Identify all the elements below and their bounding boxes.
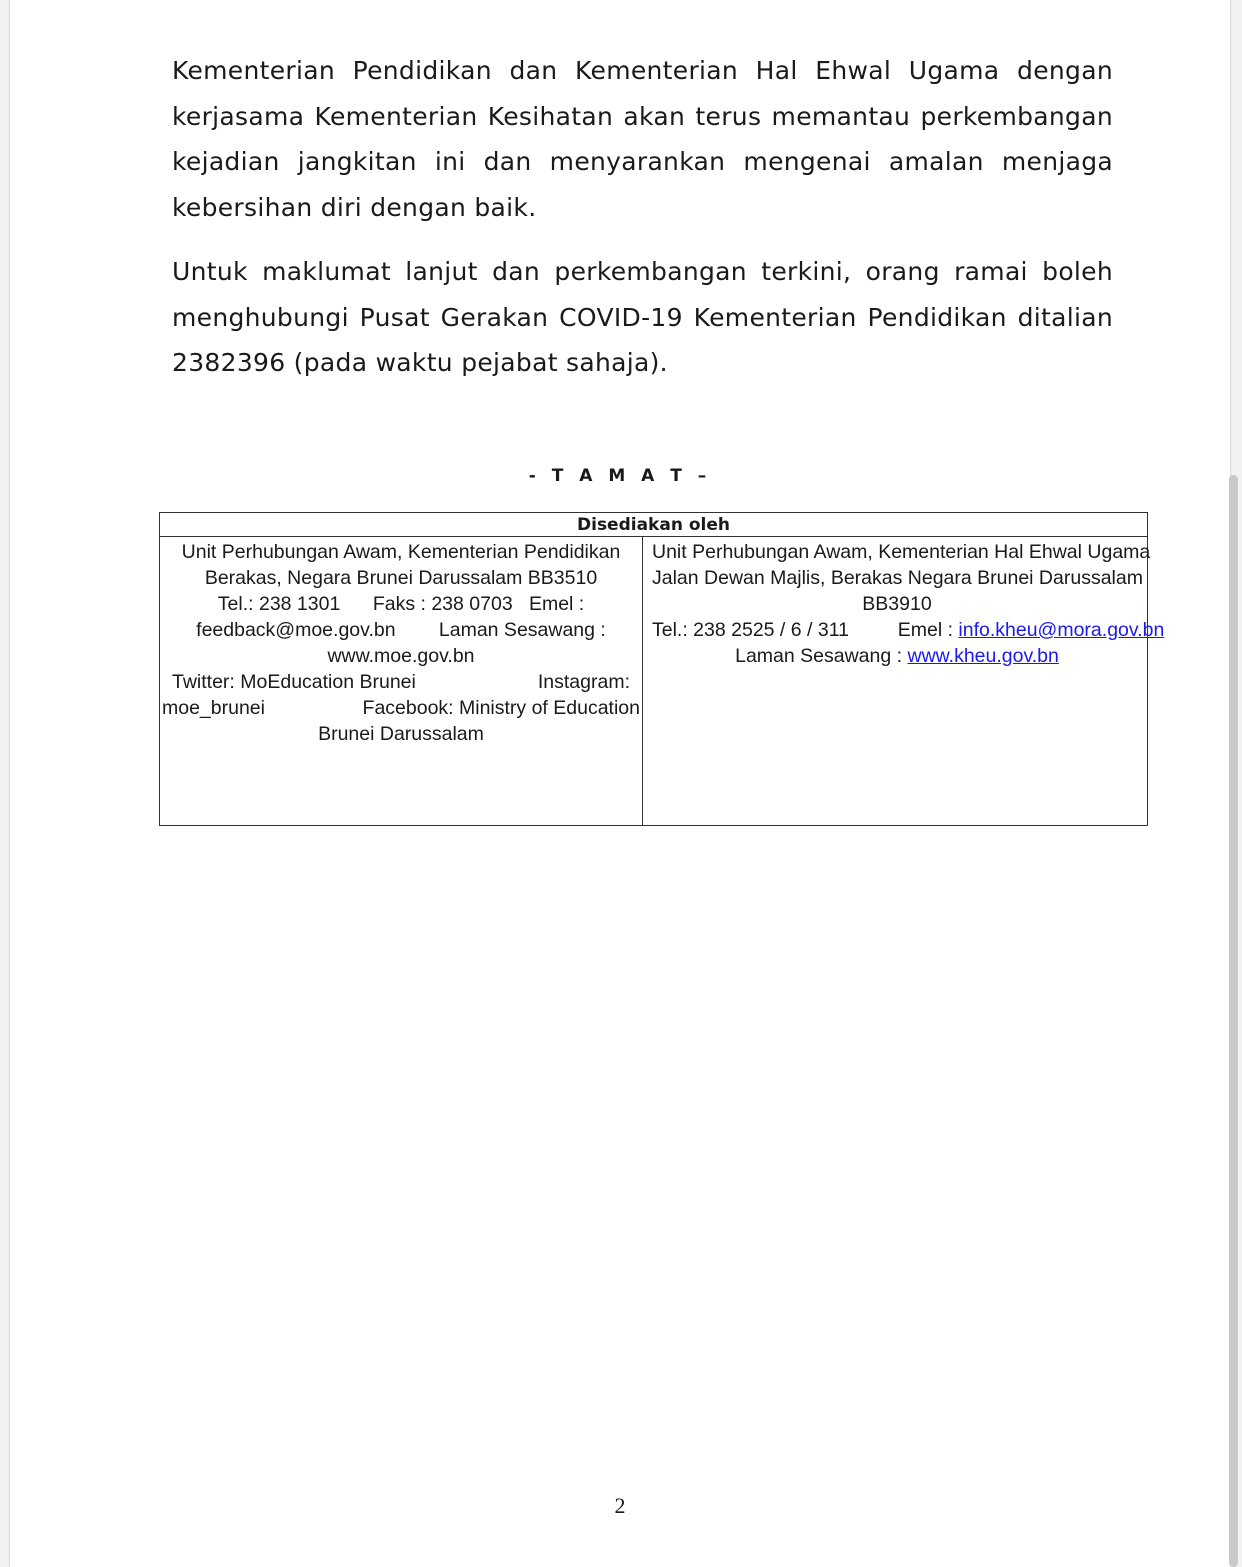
paragraph-contact-info: Untuk maklumat lanjut dan perkembangan terkini, orang ramai boleh menghubungi Pusat Gerakan COVID-19 Kementerian Pendidikan ditalian 2382396 (pada waktu pejabat sahaja). — [172, 257, 1113, 377]
kheu-unit-name: Unit Perhubungan Awam, Kementerian Hal Ehwal Ugama — [652, 541, 1151, 563]
vertical-scrollbar[interactable] — [1229, 0, 1238, 1567]
kheu-website-line — [652, 643, 1142, 669]
kheu-email-label: Emel : — [897, 619, 953, 641]
paragraph-monitoring: Kementerian Pendidikan dan Kementerian Hal Ehwal Ugama dengan kerjasama Kementerian Kesihatan akan terus memantau perkembangan kejadian jangkitan ini dan menyarankan mengenai amalan menjaga kebersihan diri dengan baik. — [172, 56, 1113, 222]
page-number: 2 — [614, 1493, 626, 1518]
moe-email-web-line — [172, 617, 630, 643]
moe-social-line-2 — [162, 695, 640, 721]
moe-contact-cell — [162, 539, 640, 747]
moe-instagram: moe_brunei — [162, 697, 265, 719]
moe-tel: Tel.: 238 1301 — [217, 593, 341, 615]
moe-unit-name: Unit Perhubungan Awam, Kementerian Pendidikan — [181, 541, 621, 563]
kheu-postcode: BB3910 — [862, 593, 932, 615]
moe-address: Berakas, Negara Brunei Darussalam BB3510 — [204, 567, 598, 589]
moe-twitter: Twitter: MoEducation Brunei — [172, 671, 416, 693]
moe-facebook: Facebook: Ministry of Education — [362, 697, 640, 719]
kheu-contact-cell — [652, 539, 1165, 669]
moe-email: feedback@moe.gov.bn — [196, 619, 396, 641]
kheu-phone-email-line — [652, 617, 1165, 643]
kheu-address: Jalan Dewan Majlis, Berakas Negara Brunei Darussalam — [652, 567, 1143, 589]
kheu-tel: Tel.: 238 2525 / 6 / 311 — [652, 619, 849, 641]
prepared-by-table — [159, 512, 1165, 826]
moe-email-label: Emel : — [528, 593, 585, 615]
table-column-divider — [642, 537, 643, 825]
kheu-email-link[interactable]: info.kheu@mora.gov.bn — [958, 619, 1165, 641]
moe-phone-fax-line — [172, 591, 630, 617]
moe-instagram-label: Instagram: — [537, 671, 630, 693]
moe-facebook-cont: Brunei Darussalam — [318, 723, 484, 745]
prepared-by-header: Disediakan oleh — [160, 513, 1147, 537]
moe-social-line-1 — [172, 669, 630, 695]
moe-website-label: Laman Sesawang : — [438, 619, 606, 641]
end-marker: - T A M A T – — [528, 466, 712, 486]
kheu-website-label: Laman Sesawang : — [735, 645, 903, 667]
moe-fax: Faks : 238 0703 — [372, 593, 513, 615]
moe-website: www.moe.gov.bn — [327, 645, 475, 667]
document-page — [10, 0, 1230, 1567]
scrollbar-thumb[interactable] — [1229, 475, 1238, 1567]
kheu-website-link[interactable]: www.kheu.gov.bn — [907, 645, 1059, 667]
